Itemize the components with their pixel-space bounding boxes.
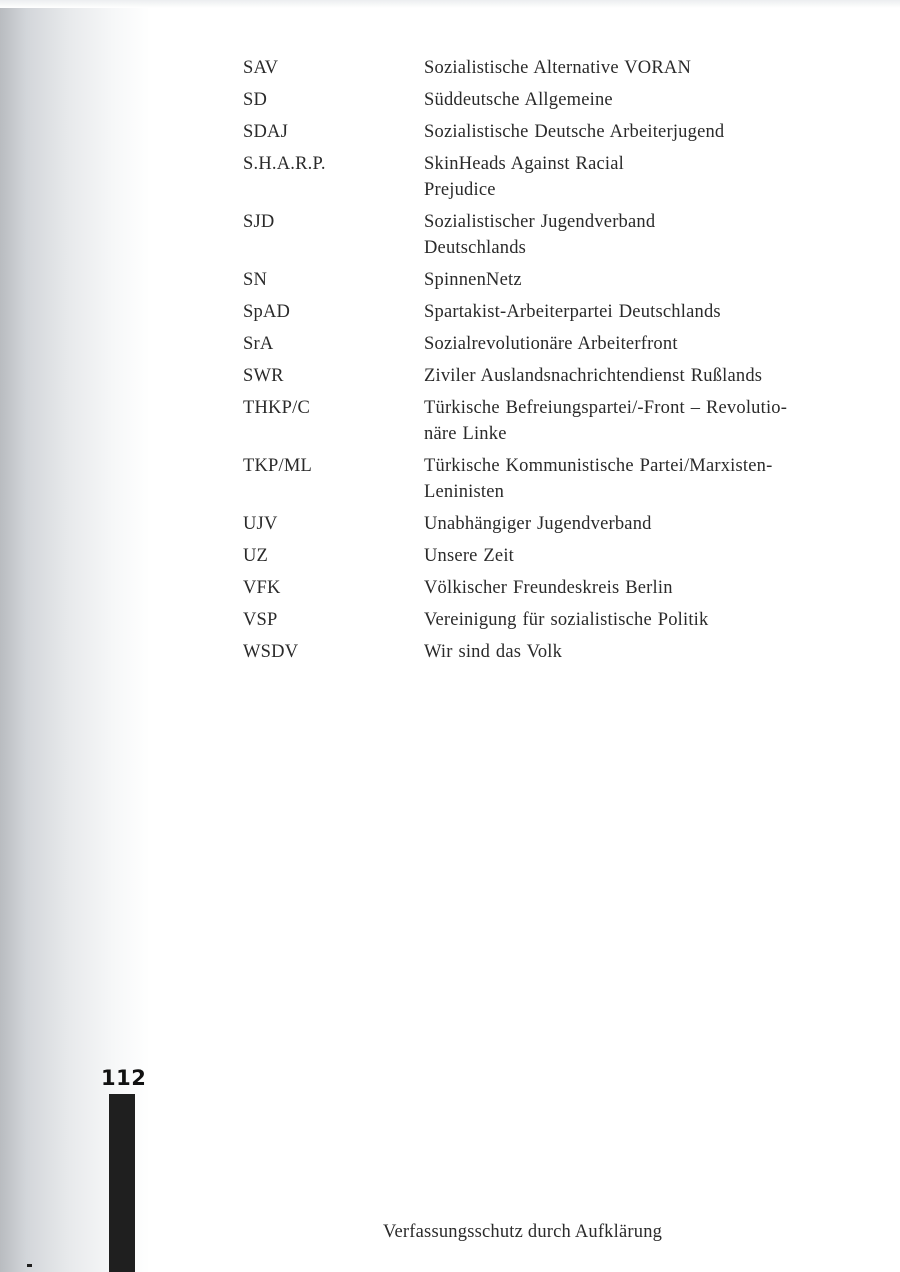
abbreviation-term: WSDV (243, 642, 299, 662)
abbreviation-definition (424, 639, 863, 665)
abbreviation-term: TKP/ML (243, 456, 313, 476)
abbreviation-term: UZ (243, 546, 269, 566)
abbreviation-entry (243, 267, 863, 293)
definition-line: Völkischer Freundeskreis Berlin (424, 578, 673, 598)
footer-title: Verfassungsschutz durch Aufklärung (383, 1222, 663, 1242)
abbreviation-definition (424, 299, 863, 325)
definition-line: Spartakist-Arbeiterpartei Deutschlands (424, 302, 721, 322)
abbreviation-definition (424, 119, 863, 145)
abbreviation-term: SD (243, 90, 268, 110)
abbreviation-definition (424, 331, 863, 357)
definition-line: Türkische Befreiungspartei/-Front – Revolutio- (424, 398, 788, 418)
abbreviation-term: S.H.A.R.P. (243, 154, 326, 174)
definition-line: Türkische Kommunistische Partei/Marxisten- (424, 456, 773, 476)
definition-line: Sozialistische Alternative VORAN (424, 58, 692, 78)
abbreviation-entry (243, 575, 863, 601)
abbreviation-term: SWR (243, 366, 284, 386)
abbreviation-list (243, 55, 863, 671)
definition-line: Vereinigung für sozialistische Politik (424, 610, 709, 630)
abbreviation-term: SN (243, 270, 268, 290)
abbreviation-entry (243, 639, 863, 665)
definition-line: SpinnenNetz (424, 270, 522, 290)
abbreviation-definition (424, 363, 863, 389)
abbreviation-term: VSP (243, 610, 278, 630)
definition-line: Ziviler Auslandsnachrichtendienst Rußlands (424, 366, 763, 386)
definition-line: Sozialistische Deutsche Arbeiterjugend (424, 122, 725, 142)
definition-line: Wir sind das Volk (424, 642, 563, 662)
abbreviation-term: VFK (243, 578, 281, 598)
abbreviation-term: SpAD (243, 302, 291, 322)
abbreviation-definition (424, 55, 863, 81)
abbreviation-entry (243, 543, 863, 569)
page-number: 112 (101, 1066, 147, 1090)
definition-line: Süddeutsche Allgemeine (424, 90, 613, 110)
abbreviation-entry (243, 87, 863, 113)
abbreviation-term: SAV (243, 58, 279, 78)
abbreviation-term: SJD (243, 212, 275, 232)
abbreviation-entry (243, 209, 863, 261)
definition-line: Leninisten (424, 482, 505, 502)
definition-line: Sozialistischer Jugendverband (424, 212, 656, 232)
corner-mark (27, 1264, 32, 1267)
abbreviation-definition (424, 209, 863, 261)
abbreviation-term: UJV (243, 514, 278, 534)
abbreviation-entry (243, 511, 863, 537)
abbreviation-entry (243, 299, 863, 325)
abbreviation-definition (424, 607, 863, 633)
definition-line: Unsere Zeit (424, 546, 515, 566)
abbreviation-definition (424, 453, 863, 505)
abbreviation-entry (243, 55, 863, 81)
abbreviation-term: THKP/C (243, 398, 310, 418)
abbreviation-entry (243, 395, 863, 447)
abbreviation-definition (424, 575, 863, 601)
page-number-bar (109, 1094, 135, 1272)
abbreviation-definition (424, 87, 863, 113)
abbreviation-term: SDAJ (243, 122, 289, 142)
abbreviation-entry (243, 363, 863, 389)
definition-line: Sozialrevolutionäre Arbeiterfront (424, 334, 678, 354)
abbreviation-entry (243, 151, 863, 203)
abbreviation-definition (424, 543, 863, 569)
abbreviation-definition (424, 511, 863, 537)
definition-line: Prejudice (424, 180, 496, 200)
abbreviation-entry (243, 331, 863, 357)
abbreviation-entry (243, 607, 863, 633)
abbreviation-definition (424, 151, 863, 203)
abbreviation-definition (424, 267, 863, 293)
definition-line: Unabhängiger Jugendverband (424, 514, 652, 534)
abbreviation-definition (424, 395, 863, 447)
definition-line: Deutschlands (424, 238, 527, 258)
definition-line: näre Linke (424, 424, 507, 444)
abbreviation-term: SrA (243, 334, 274, 354)
top-edge-shade (0, 0, 900, 8)
abbreviation-entry (243, 119, 863, 145)
definition-line: SkinHeads Against Racial (424, 154, 624, 174)
abbreviation-entry (243, 453, 863, 505)
